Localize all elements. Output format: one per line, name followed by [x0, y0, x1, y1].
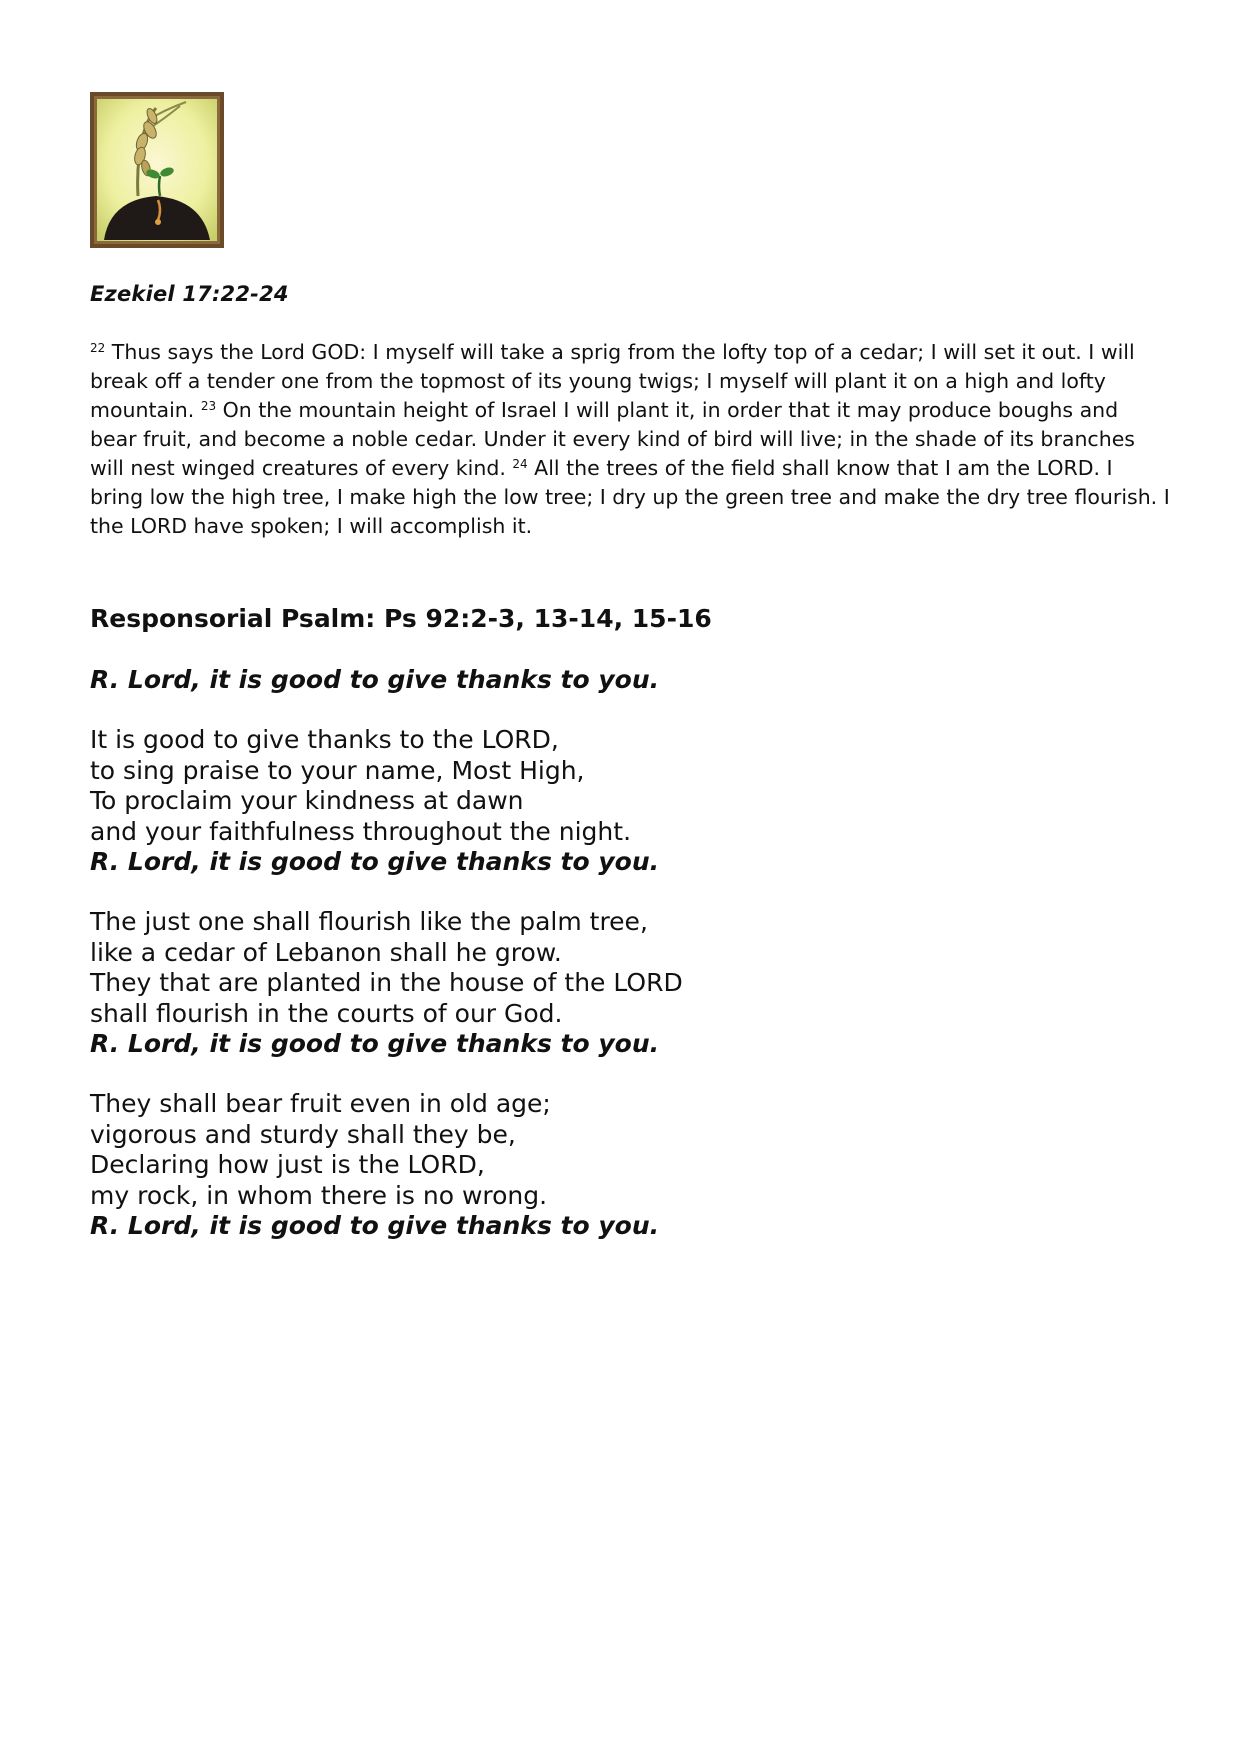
stanza-line: and your faithfulness throughout the night. — [90, 816, 632, 846]
stanza-refrain: R. Lord, it is good to give thanks to you. — [90, 847, 660, 876]
verse-number: 24 — [512, 457, 528, 471]
stanza-line: Declaring how just is the LORD, — [90, 1150, 485, 1179]
stanza-line: They shall bear fruit even in old age; — [90, 1089, 551, 1118]
stanza-line: shall flourish in the courts of our God. — [90, 998, 563, 1028]
stanza-line: It is good to give thanks to the LORD, — [90, 725, 559, 754]
psalm-stanza — [90, 907, 683, 1060]
verse-text: All the trees of the field shall know that I am the LORD. I bring low the high tree, I make high the low tree; I dry up the green tree and make the dry tree flourish. I the LORD have spoken; I will accomplish it. — [90, 456, 1170, 538]
stanza-refrain: R. Lord, it is good to give thanks to you. — [90, 1211, 660, 1240]
stanza-refrain: R. Lord, it is good to give thanks to you. — [90, 1029, 660, 1058]
psalm-refrain: R. Lord, it is good to give thanks to you. — [90, 665, 660, 694]
psalm-stanza — [90, 1089, 659, 1242]
stanza-line: like a cedar of Lebanon shall he grow. — [90, 937, 562, 967]
stanza-line: to sing praise to your name, Most High, — [90, 755, 585, 785]
stanza-line: The just one shall flourish like the palm tree, — [90, 907, 648, 936]
psalm-title: Responsorial Psalm: Ps 92:2-3, 13-14, 15-16 — [90, 604, 712, 633]
stanza-line: my rock, in whom there is no wrong. — [90, 1180, 548, 1210]
stanza-line: To proclaim your kindness at dawn — [90, 786, 524, 815]
reading-text — [90, 338, 1170, 541]
verse-number: 23 — [200, 399, 217, 413]
verse-text: Thus says the Lord GOD: I myself will take a sprig from the lofty top of a cedar; I will set it out. I will break off a tender one from the topmost of its young twigs; I myself will plant it on a high and lofty mountain. — [90, 340, 1135, 422]
verse-text: On the mountain height of Israel I will plant it, in order that it may produce boughs and bear fruit, and become a noble cedar. Under it every kind of bird will live; in the shade of its branches will nest winged creatures of every kind. — [90, 398, 1135, 480]
reading-reference: Ezekiel 17:22-24 — [90, 282, 289, 306]
psalm-stanza — [90, 725, 659, 878]
stanza-line: vigorous and sturdy shall they be, — [90, 1119, 516, 1149]
wheat-seedling-illustration — [90, 92, 224, 248]
stanza-line: They that are planted in the house of the LORD — [90, 968, 683, 997]
verse-number: 22 — [90, 341, 106, 355]
